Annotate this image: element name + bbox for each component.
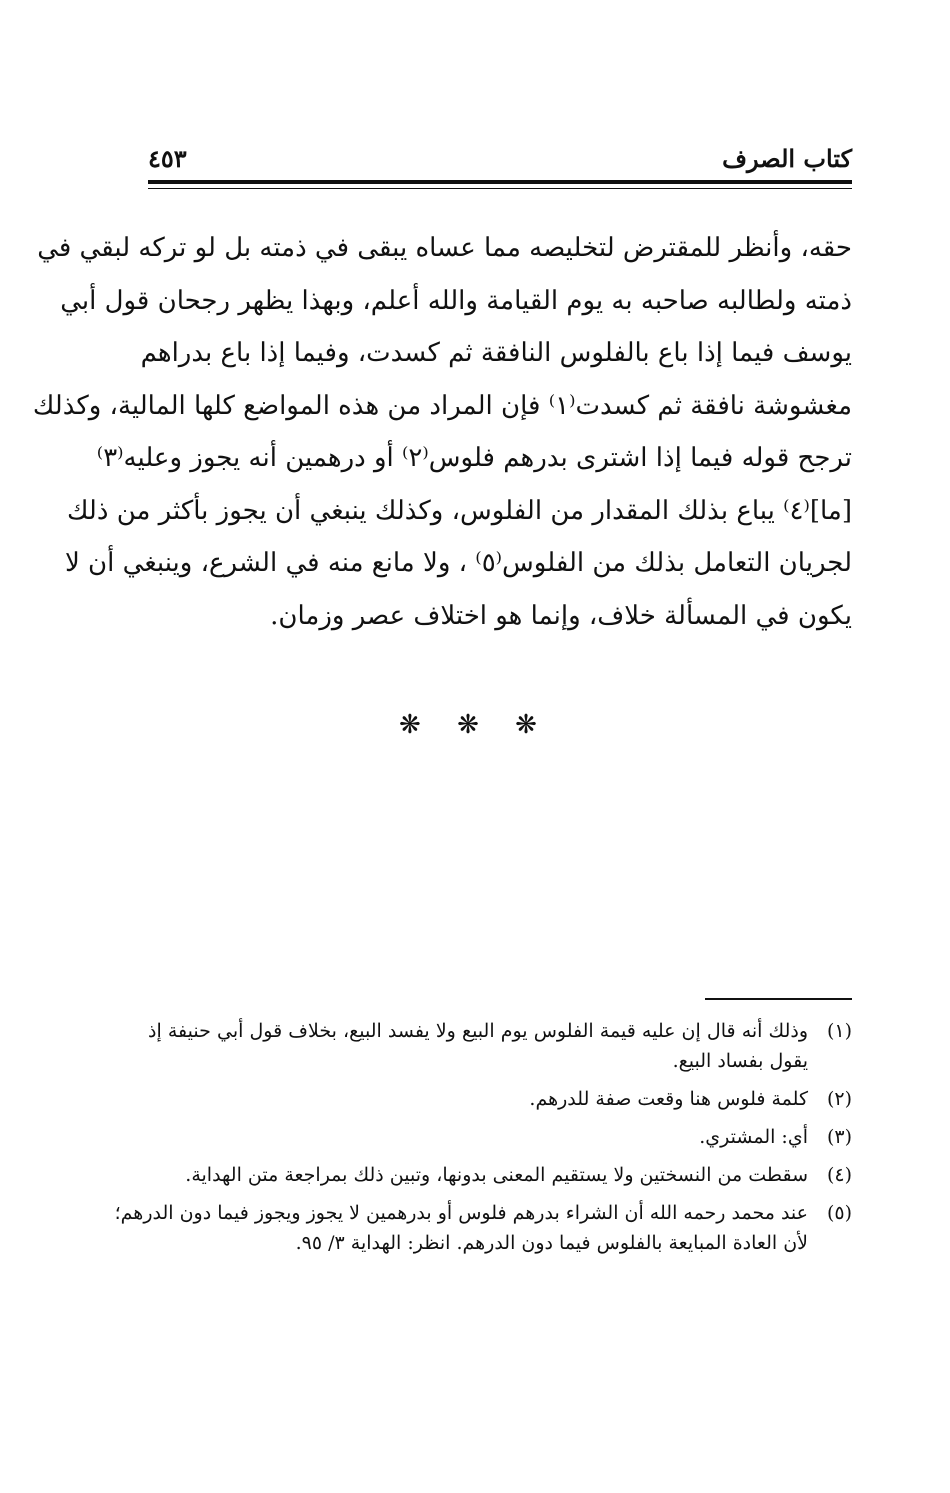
header-rule-thin — [148, 188, 852, 189]
footnote-3 — [148, 1122, 852, 1152]
body-line: ترجح قوله فيما إذا اشترى بدرهم فلوس⁽٢⁾ أو درهمين أنه يجوز وعليه⁽٣⁾ — [96, 443, 852, 473]
footnote-text: كلمة فلوس هنا وقعت صفة للدرهم. — [529, 1088, 808, 1110]
footnotes — [114, 1016, 852, 1266]
footnote-text: يقول بفساد البيع. — [672, 1050, 808, 1072]
body-line: يكون في المسألة خلاف، وإنما هو اختلاف عصر وزمان. — [270, 600, 852, 631]
footnote-number: (٤) — [826, 1164, 852, 1186]
footnote-2 — [148, 1084, 852, 1114]
body-line: حقه، وأنظر للمقترض لتخليصه مما عساه يبقى في ذمته بل لو تركه لبقي في — [37, 233, 852, 263]
footnote-4 — [148, 1160, 852, 1190]
footnote-number: (١) — [826, 1020, 852, 1042]
footnote-number: (٢) — [826, 1088, 852, 1110]
footnote-text: سقطت من النسختين ولا يستقيم المعنى بدونها، وتبين ذلك بمراجعة متن الهداية. — [185, 1164, 808, 1186]
footnote-rule — [705, 998, 852, 1000]
body-line: لجريان التعامل بذلك من الفلوس⁽٥⁾ ، ولا مانع منه في الشرع، وينبغي أن لا — [64, 548, 852, 578]
footnote-5 — [114, 1198, 852, 1258]
footnote-text: وذلك أنه قال إن عليه قيمة الفلوس يوم البيع ولا يفسد البيع، بخلاف قول أبي حنيفة إذ — [148, 1020, 808, 1042]
body-line: يوسف فيما إذا باع بالفلوس النافقة ثم كسدت، وفيما إذا باع بدراهم — [140, 338, 852, 368]
footnote-text: عند محمد رحمه الله أن الشراء بدرهم فلوس أو بدرهمين لا يجوز ويجوز فيما دون الدرهم؛ — [114, 1202, 808, 1224]
footnote-text: لأن العادة المبايعة بالفلوس فيما دون الدرهم. انظر: الهداية ٣/ ٩٥. — [295, 1232, 808, 1254]
footnote-number: (٣) — [826, 1126, 852, 1148]
body-line: مغشوشة نافقة ثم كسدت⁽١⁾ فإن المراد من هذه المواضع كلها المالية، وكذلك — [32, 390, 852, 421]
body-line: [ما]⁽٤⁾ يباع بذلك المقدار من الفلوس، وكذلك ينبغي أن يجوز بأكثر من ذلك — [67, 495, 852, 526]
running-header — [148, 140, 852, 180]
chapter-title: كتاب الصرف — [722, 144, 852, 173]
body-line: ذمته ولطالبه صاحبه به يوم القيامة والله أعلم، وبهذا يظهر رجحان قول أبي — [60, 285, 852, 316]
footnote-text: أي: المشتري. — [699, 1126, 808, 1148]
section-separator: ❋ ❋ ❋ — [399, 710, 551, 740]
header-rule-thick — [148, 180, 852, 184]
footnote-number: (٥) — [826, 1202, 852, 1224]
footnote-1 — [148, 1016, 852, 1076]
body-text — [32, 222, 852, 642]
page-number: ٤٥٣ — [148, 144, 187, 173]
